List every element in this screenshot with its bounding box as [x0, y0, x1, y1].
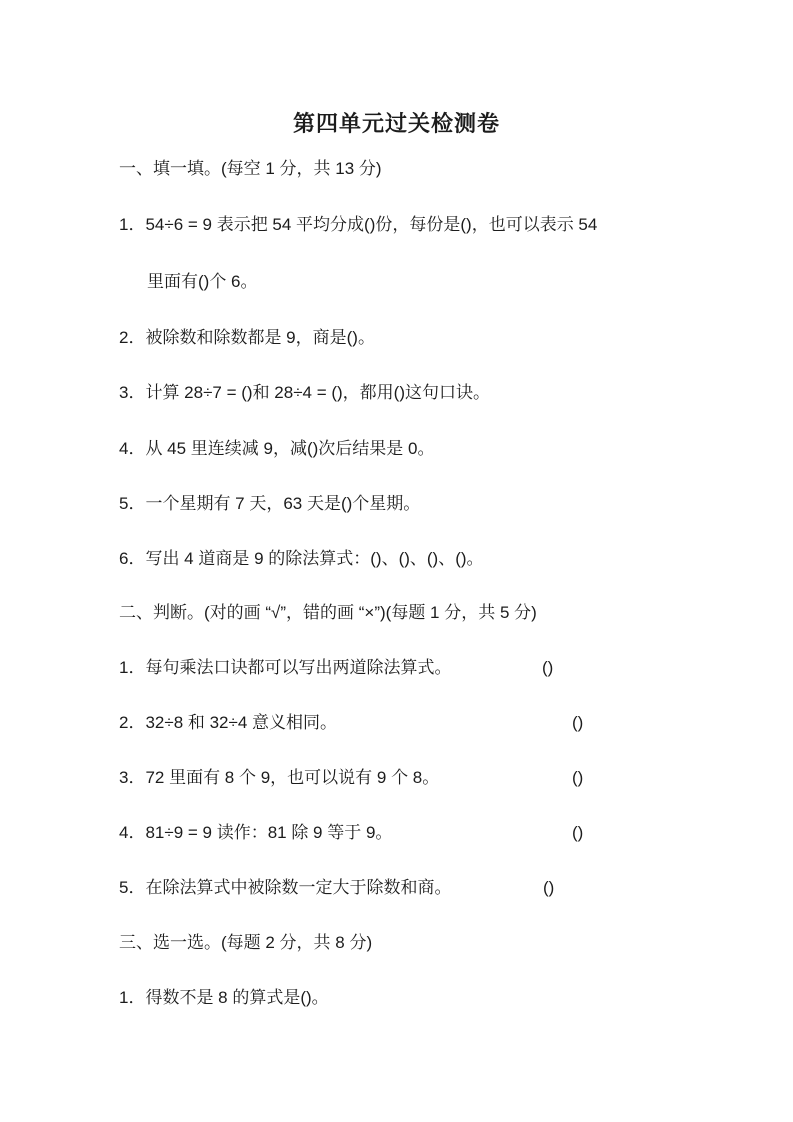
- section2-judge4-text: 4．81÷9 = 9 读作：81 除 9 等于 9。: [119, 823, 393, 842]
- section2-judge2: [119, 712, 733, 734]
- section2-judge2-text: 2．32÷8 和 32÷4 意义相同。: [119, 713, 338, 732]
- section1-question1-line2: 里面有()个 6。: [147, 272, 258, 291]
- section3-question1: 1．得数不是 8 的算式是()。: [119, 988, 329, 1007]
- section1-question5: 5．一个星期有 7 天，63 天是()个星期。: [119, 494, 421, 513]
- section3-heading: 三、选一选。(每题 2 分，共 8 分): [119, 933, 373, 952]
- section2-judge3-text: 3．72 里面有 8 个 9，也可以说有 9 个 8。: [119, 768, 440, 787]
- section1-question4: 4．从 45 里连续减 9，减()次后结果是 0。: [119, 439, 435, 458]
- section1-question3: 3．计算 28÷7 = ()和 28÷4 = ()，都用()这句口诀。: [119, 383, 491, 402]
- section2-judge5: [119, 877, 733, 899]
- section1-question6: 6．写出 4 道商是 9 的除法算式：()、()、()、()。: [119, 549, 484, 568]
- section2-heading: 二、判断。(对的画 “√”，错的画 “×”)(每题 1 分，共 5 分): [119, 603, 537, 622]
- section1-question2: 2．被除数和除数都是 9，商是()。: [119, 328, 375, 347]
- section2-judge1: [119, 657, 733, 679]
- section2-judge3-answer-blank: (): [572, 768, 584, 787]
- section1-question1-line1: 1．54÷6 = 9 表示把 54 平均分成()份，每份是()，也可以表示 54: [119, 215, 598, 234]
- section2-judge5-text: 5．在除法算式中被除数一定大于除数和商。: [119, 878, 452, 897]
- section2-judge5-answer-blank: (): [543, 878, 555, 897]
- section2-judge4: [119, 822, 733, 844]
- section2-judge1-text: 1．每句乘法口诀都可以写出两道除法算式。: [119, 658, 452, 677]
- section2-judge2-answer-blank: (): [572, 713, 584, 732]
- section2-judge3: [119, 767, 733, 789]
- section2-judge4-answer-blank: (): [572, 823, 584, 842]
- section1-heading: 一、填一填。(每空 1 分，共 13 分): [119, 159, 382, 178]
- page-title: 第四单元过关检测卷: [292, 111, 500, 136]
- section2-judge1-answer-blank: (): [542, 658, 554, 677]
